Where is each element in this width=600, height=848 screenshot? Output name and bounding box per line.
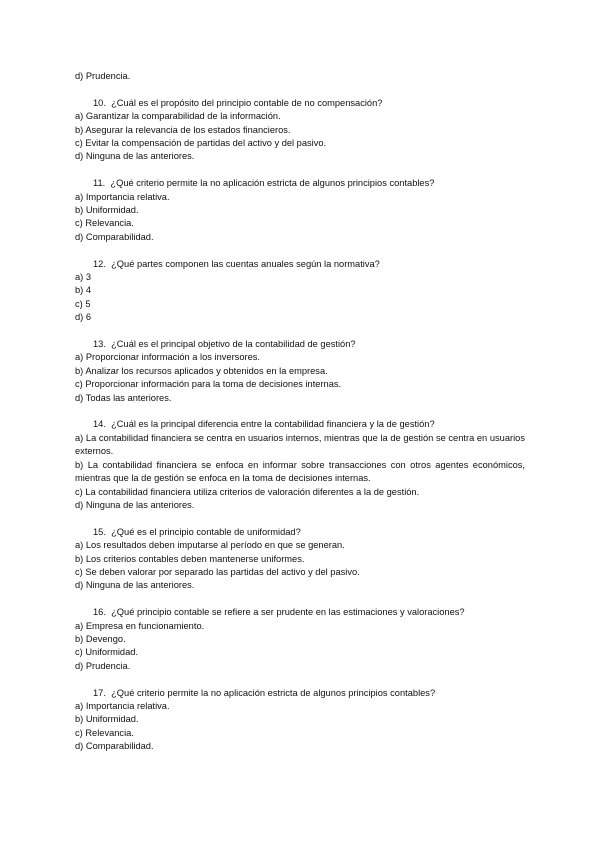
question-text: ¿Cuál es el principal objetivo de la contabilidad de gestión? [111,339,356,350]
question-title [75,338,525,351]
answer-option: b) La contabilidad financiera se enfoca en informar sobre transacciones con otros agentes económicos, mientras que la de gestión se enfoca en la toma de decisiones internas. [75,459,525,484]
question-14 [75,418,525,512]
answer-option: c) Relevancia. [75,727,134,738]
question-number: 17. [93,687,106,698]
question-title [75,258,525,271]
answer-option: b) Uniformidad. [75,714,139,725]
question-title [75,177,525,190]
question-text: ¿Cuál es la principal diferencia entre la contabilidad financiera y la de gestión? [111,419,435,430]
question-title [75,526,525,539]
answer-option: b) Uniformidad. [75,205,139,216]
answer-option: c) La contabilidad financiera utiliza criterios de valoración diferentes a la de gestión. [75,486,420,497]
question-title [75,687,525,700]
answer-option: a) La contabilidad financiera se centra en usuarios internos, mientras que la de gestión se centra en usuarios externos. [75,432,525,457]
answer-option: c) Uniformidad. [75,647,139,658]
question-text: ¿Qué criterio permite la no aplicación estricta de algunos principios contables? [110,178,435,189]
answer-option: c) 5 [75,298,91,309]
answer-option: d) Prudencia. [75,660,131,671]
question-12 [75,258,525,325]
answer-option: b) Devengo. [75,633,126,644]
answer-option: b) 4 [75,285,92,296]
question-text: ¿Qué criterio permite la no aplicación estricta de algunos principios contables? [111,687,436,698]
question-text: ¿Qué es el principio contable de uniformidad? [111,526,301,537]
answer-option: b) Asegurar la relevancia de los estados financieros. [75,124,291,135]
answer-option: d) Comparabilidad. [75,231,154,242]
answer-option: d) Ninguna de las anteriores. [75,580,195,591]
answer-option: b) Analizar los recursos aplicados y obtenidos en la empresa. [75,365,328,376]
answer-option: d) Ninguna de las anteriores. [75,499,195,510]
question-11 [75,177,525,244]
answer-option: a) Los resultados deben imputarse al período en que se generan. [75,540,345,551]
question-10 [75,97,525,164]
question-title [75,418,525,431]
question-number: 15. [93,526,106,537]
answer-option: a) 3 [75,272,92,283]
question-text: ¿Qué partes componen las cuentas anuales según la normativa? [111,258,380,269]
question-13 [75,338,525,405]
question-number: 13. [93,339,106,350]
question-15 [75,526,525,593]
question-text: ¿Qué principio contable se refiere a ser prudente en las estimaciones y valoraciones? [111,607,465,618]
answer-option: a) Garantizar la comparabilidad de la información. [75,111,281,122]
question-number: 10. [93,97,106,108]
answer-option: c) Se deben valorar por separado las partidas del activo y del pasivo. [75,566,360,577]
answer-option: d) 6 [75,312,92,323]
answer-option: a) Importancia relativa. [75,191,170,202]
question-number: 16. [93,607,106,618]
answer-option: c) Evitar la compensación de partidas del activo y del pasivo. [75,138,327,149]
answer-option: a) Proporcionar información a los inversores. [75,352,260,363]
question-number: 14. [93,419,106,430]
question-number: 11. [93,178,106,189]
answer-option: b) Los criterios contables deben mantenerse uniformes. [75,553,305,564]
question-16 [75,606,525,673]
lead-option: d) Prudencia. [75,71,131,81]
answer-option: d) Todas las anteriores. [75,392,172,403]
question-title [75,97,525,110]
answer-option: a) Empresa en funcionamiento. [75,620,205,631]
answer-option: c) Relevancia. [75,218,134,229]
question-17 [75,687,525,754]
answer-option: d) Comparabilidad. [75,741,154,752]
answer-option: c) Proporcionar información para la toma de decisiones internas. [75,379,342,390]
answer-option: a) Importancia relativa. [75,700,170,711]
question-title [75,606,525,619]
question-number: 12. [93,258,106,269]
answer-option: d) Ninguna de las anteriores. [75,151,195,162]
question-text: ¿Cuál es el propósito del principio contable de no compensación? [111,97,383,108]
